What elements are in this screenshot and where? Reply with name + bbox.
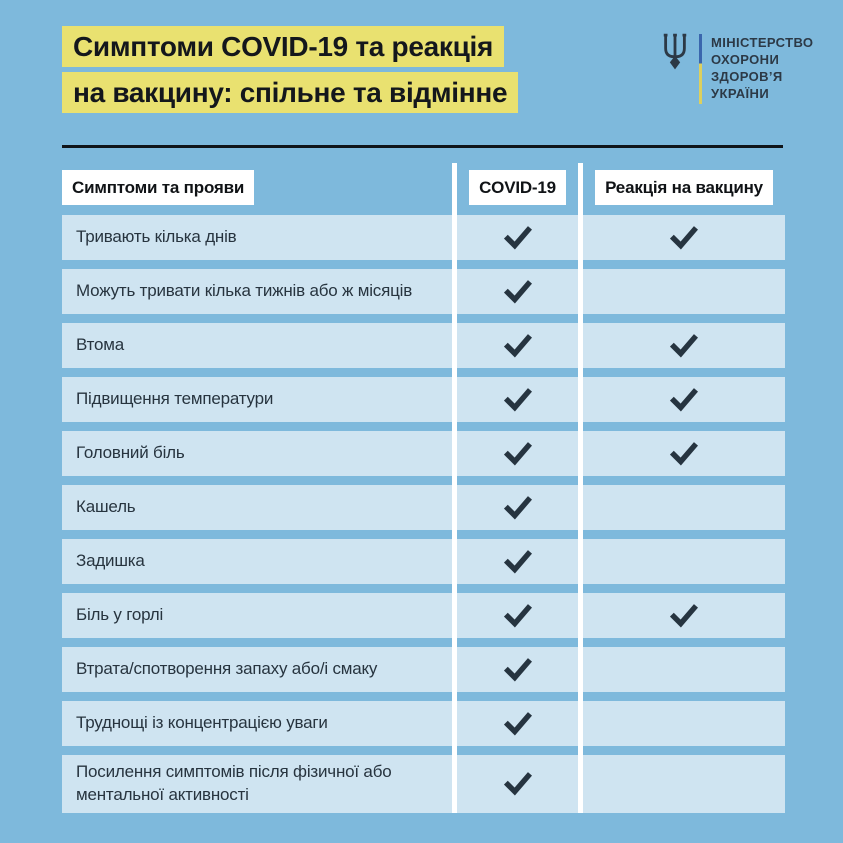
covid-check-icon [504, 656, 532, 684]
table-header [62, 167, 785, 207]
vaccine-cell [583, 485, 785, 530]
ministry-name-line: МІНІСТЕРСТВО [711, 35, 814, 50]
symptom-label: Можуть тривати кілька тижнів або ж місяців [62, 269, 452, 314]
covid-check-icon [504, 710, 532, 738]
vaccine-check-icon [670, 602, 698, 630]
covid-cell [457, 701, 578, 746]
symptom-label: Біль у горлі [62, 593, 452, 638]
covid-check-icon [504, 494, 532, 522]
table-top-rule [62, 145, 783, 148]
vaccine-check-icon [670, 224, 698, 252]
vaccine-cell [583, 593, 785, 638]
covid-check-icon [504, 224, 532, 252]
vaccine-check-icon [670, 386, 698, 414]
covid-check-icon [504, 548, 532, 576]
table-row [62, 269, 785, 314]
vaccine-cell [583, 647, 785, 692]
covid-cell [457, 431, 578, 476]
covid-cell [457, 269, 578, 314]
ministry-name-line: ЗДОРОВ’Я [711, 69, 783, 84]
title-line-1: Симптоми COVID-19 та реакція [62, 26, 504, 67]
title-line-2: на вакцину: спільне та відмінне [62, 72, 518, 113]
ministry-name [711, 34, 813, 102]
table-row [62, 647, 785, 692]
symptom-label: Кашель [62, 485, 452, 530]
vaccine-cell [583, 539, 785, 584]
table-row [62, 485, 785, 530]
covid-cell [457, 215, 578, 260]
comparison-table [62, 145, 785, 813]
header-cell-covid [457, 170, 578, 205]
vaccine-cell [583, 323, 785, 368]
logo-divider-bar [699, 34, 702, 104]
covid-cell [457, 377, 578, 422]
covid-cell [457, 485, 578, 530]
symptom-label: Головний біль [62, 431, 452, 476]
vaccine-cell [583, 377, 785, 422]
covid-cell [457, 647, 578, 692]
symptom-label: Підвищення температури [62, 377, 452, 422]
covid-check-icon [504, 386, 532, 414]
ministry-name-line: УКРАЇНИ [711, 86, 770, 101]
header-covid-label: COVID-19 [469, 170, 566, 205]
table-row [62, 755, 785, 813]
symptom-label: Тривають кілька днів [62, 215, 452, 260]
table-row [62, 593, 785, 638]
covid-cell [457, 323, 578, 368]
table-row [62, 323, 785, 368]
covid-check-icon [504, 440, 532, 468]
table-row [62, 377, 785, 422]
vaccine-cell [583, 701, 785, 746]
table-row [62, 701, 785, 746]
vaccine-cell [583, 269, 785, 314]
symptom-label: Втома [62, 323, 452, 368]
header-vaccine-label: Реакція на вакцину [595, 170, 773, 205]
vaccine-check-icon [670, 440, 698, 468]
page-title [62, 26, 518, 113]
symptom-label: Труднощі із концентрацією уваги [62, 701, 452, 746]
covid-check-icon [504, 602, 532, 630]
vaccine-cell [583, 755, 785, 813]
vaccine-cell [583, 215, 785, 260]
vaccine-check-icon [670, 332, 698, 360]
header-cell-symptoms [62, 170, 452, 205]
symptom-label: Втрата/спотворення запаху або/і смаку [62, 647, 452, 692]
vaccine-cell [583, 431, 785, 476]
ministry-logo [660, 32, 813, 104]
table-row [62, 431, 785, 476]
covid-cell [457, 593, 578, 638]
covid-check-icon [504, 278, 532, 306]
table-row [62, 215, 785, 260]
ministry-name-line: ОХОРОНИ [711, 52, 780, 67]
symptom-label: Задишка [62, 539, 452, 584]
covid-cell [457, 755, 578, 813]
covid-check-icon [504, 770, 532, 798]
header-symptoms-label: Симптоми та прояви [62, 170, 254, 205]
covid-cell [457, 539, 578, 584]
table-row [62, 539, 785, 584]
trident-icon [660, 33, 690, 76]
header-cell-vaccine [583, 170, 785, 205]
covid-check-icon [504, 332, 532, 360]
table-body [62, 215, 785, 813]
symptom-label: Посилення симптомів після фізичної або ментальної активності [62, 755, 452, 813]
